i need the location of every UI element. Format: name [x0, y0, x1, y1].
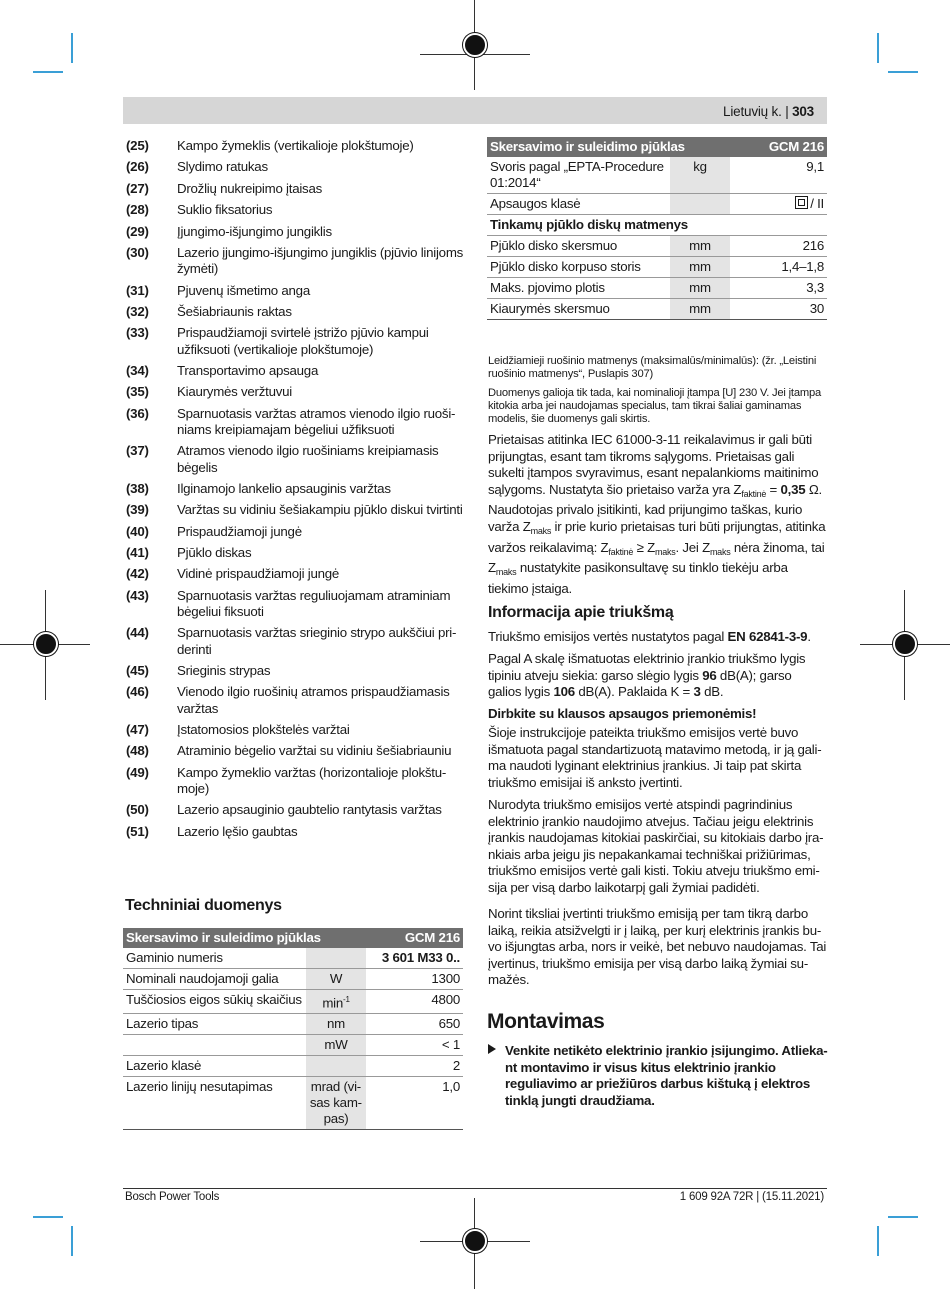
page-number: 303 [792, 104, 814, 119]
legend-item [126, 502, 466, 518]
note-voltage: Duomenys galioja tik tada, kai nominalioji įtampa [U] 230 V. Jei įtampa kitokia arba jei naudojamas specialus, tam tikrai šaliai gaminamas modelis, šie duomenys gali skirtis. [488, 387, 821, 426]
row-label: Lazerio klasė [123, 1056, 306, 1077]
row-label: Gaminio numeris [123, 948, 306, 969]
legend-number: (38) [126, 480, 149, 496]
legend-item [126, 325, 466, 357]
legend-text: Suklio fiksatorius [177, 202, 273, 218]
legend-item [126, 245, 466, 277]
table-row [487, 157, 827, 194]
tech-data-title: Techniniai duomenys [125, 897, 282, 914]
row-unit: mm [670, 299, 730, 320]
row-label: Apsaugos klasė [487, 194, 670, 215]
spec-table-2 [487, 137, 827, 320]
header-band [123, 97, 827, 124]
legend-number: (32) [126, 303, 149, 319]
row-unit [670, 194, 730, 215]
legend-number: (33) [126, 325, 149, 341]
legend-text: Sparnuotasis varžtas atramos vienodo ilgio ruošiniams kreipiamajam bėgeliui užfiksuoti [177, 405, 456, 437]
table-row [487, 236, 827, 257]
row-unit: nm [306, 1014, 366, 1035]
legend-number: (42) [126, 566, 149, 582]
row-unit: mm [670, 278, 730, 299]
legend-item [126, 304, 466, 320]
legend-item [126, 159, 466, 175]
row-value: / II [730, 194, 827, 215]
crop-mark [71, 33, 73, 63]
legend-number: (26) [126, 159, 149, 175]
legend-item [126, 802, 466, 818]
legend-text: Kiaurymės veržtuvui [177, 384, 292, 400]
table-group-row [487, 215, 827, 236]
page-header: Lietuvių k. | 303 [723, 104, 814, 119]
spec-table-header [487, 137, 827, 157]
legend-number: (39) [126, 502, 149, 518]
crop-mark [71, 1226, 73, 1256]
row-unit: mm [670, 257, 730, 278]
bullet-arrow-icon [488, 1043, 505, 1109]
noise-paragraph-3: Šioje instrukcijoje pateikta triukšmo emisijos vertė buvo išmatuota pagal standartizuotą matavimo metodą, ir ją galima naudoti lyginant elektrinius įrankius. Ji taip pat skirta triukšmo emisijai iš anksto įvertinti. [488, 725, 822, 790]
registration-dot [34, 632, 58, 656]
legend-number: (44) [126, 625, 149, 641]
row-unit: W [306, 969, 366, 990]
legend-text: Prispaudžiamoji svirtelė įstrižo pjūvio kampui užfiksuoti (vertikalioje plokštumoje) [177, 325, 429, 357]
group-title: Tinkamų pjūklo diskų matmenys [487, 215, 827, 236]
row-label: Tuščiosios eigos sūkių skaičius [123, 990, 306, 1014]
row-value: 4800 [366, 990, 463, 1014]
legend-text: Pjuvenų išmetimo anga [177, 282, 310, 298]
row-label: Pjūklo disko skersmuo [487, 236, 670, 257]
legend-text: Šešiabriaunis raktas [177, 303, 292, 319]
iec-paragraph: Prietaisas atitinka IEC 61000-3-11 reikalavimus ir gali būti prijungtas, esant tam tikroms sąlygoms. Prietaisas gali sukelti įtampos svyravimus, esant nepalankioms maitinimo sąlygoms. Nustatyta šio prietaiso varža yra $Z_{faktinė} = 0,35$ Ω. Naudotojas privalo įsitikinti, kad prijungimo taškas, kurio varža $Z_{maks}$ ir prie kurio prietaisas turi būti prijungtas, atitinka varžos reikalavimą: $Z_{faktinė} \ge Z_{maks}$. Jei $Z_{maks}$ nėra žinoma, tai $Z_{maks}$ nustatykite pasikonsultavę su tinklo tiekėju arba tiekimo įstaiga. [488, 432, 826, 596]
noise-standard: Triukšmo emisijos vertės nustatytos pagal EN 62841-3-9. [488, 629, 811, 644]
noise-paragraph-4: Nurodyta triukšmo emisijos vertė atspindi pagrindinius elektrinio įrankio naudojimo atvejus. Tačiau jeigu elektrinis įrankis naudojamas kitokiai paskirčiai, su kitokiais darbo įrankiais arba jeigu jis nepakankamai techniškai prižiūrimas, triukšmo emisijos vertė gali kisti. Tokiu atveju triukšmo emisija per visą darbo laikotarpį gali žymiai padidėti. [488, 797, 824, 895]
row-value: 2 [366, 1056, 463, 1077]
legend-text: Lazerio įjungimo-išjungimo jungiklis (pjūvio linijoms žymėti) [177, 244, 464, 277]
crop-mark [888, 1216, 918, 1218]
row-unit: mm [670, 236, 730, 257]
legend-item [126, 181, 466, 197]
row-value: 3 601 M33 0.. [366, 948, 463, 969]
noise-paragraph-5: Norint tiksliai įvertinti triukšmo emisiją per tam tikrą darbo laiką, reikia atsižvelgti ir į laiką, per kurį elektrinis įrankis buvo išjungtas arba, nors ir veikė, bet nebuvo naudojamas. Tai įvertinus, triukšmo emisija per visą darbo laiką žymiai sumažės. [488, 906, 827, 988]
legend-number: (51) [126, 823, 149, 839]
table-row [123, 1056, 463, 1077]
table-row [487, 278, 827, 299]
legend-item [126, 283, 466, 299]
legend-text: Srieginis strypas [177, 663, 271, 679]
legend-number: (30) [126, 244, 149, 260]
legend-item [126, 663, 466, 679]
legend-text: Atramos vienodo ilgio ruošiniams kreipiamasis bėgelis [177, 443, 439, 475]
noise-levels: Pagal A skalę išmatuotas elektrinio įrankio triukšmo lygis tipiniu atveju siekia: garso slėgio lygis 96 dB(A); garso galios lygis 106 dB(A). Paklaida K = 3 dB. [488, 651, 806, 700]
crop-mark [33, 71, 63, 73]
legend-number: (28) [126, 202, 149, 218]
row-value: 3,3 [730, 278, 827, 299]
legend-text: Pjūklo diskas [177, 545, 252, 561]
crop-mark [877, 33, 879, 63]
row-label: Nominali naudojamoji galia [123, 969, 306, 990]
legend-number: (50) [126, 802, 149, 818]
legend-item [126, 684, 466, 716]
row-label: Lazerio tipas [123, 1014, 306, 1035]
legend-text: Atraminio bėgelio varžtai su vidiniu šešiabriauniu [177, 743, 452, 759]
spec-table-1 [123, 928, 463, 1130]
legend-item [126, 765, 466, 797]
legend-item [126, 722, 466, 738]
legend-text: Transportavimo apsauga [177, 362, 319, 378]
legend-number: (46) [126, 684, 149, 700]
row-value: 650 [366, 1014, 463, 1035]
row-unit [306, 948, 366, 969]
legend-text: Ilginamojo lankelio apsauginis varžtas [177, 480, 391, 496]
legend-number: (49) [126, 764, 149, 780]
legend-text: Lazerio lęšio gaubtas [177, 823, 298, 839]
row-label: Maks. pjovimo plotis [487, 278, 670, 299]
row-unit: kg [670, 157, 730, 194]
legend-number: (41) [126, 545, 149, 561]
legend-text: Vienodo ilgio ruošinių atramos prispaudžiamasis varžtas [177, 684, 450, 716]
legend-text: Įjungimo-išjungimo jungiklis [177, 223, 332, 239]
row-value: 9,1 [730, 157, 827, 194]
legend-text: Vidinė prispaudžiamoji jungė [177, 566, 340, 582]
table-row [487, 194, 827, 215]
row-label: Svoris pagal „EPTA-Procedure 01:2014“ [487, 157, 670, 194]
legend-item [126, 224, 466, 240]
registration-dot [893, 632, 917, 656]
legend-number: (34) [126, 362, 149, 378]
note-workpiece-dimensions: Leidžiamieji ruošinio matmenys (maksimalūs/minimalūs): (žr. „Leistini ruošinio matmenys“, Puslapis 307) [488, 355, 817, 381]
row-value: 1,0 [366, 1077, 463, 1130]
crop-mark [877, 1226, 879, 1256]
legend-item [126, 824, 466, 840]
table-row [123, 969, 463, 990]
legend-text: Varžtas su vidiniu šešiakampiu pjūklo diskui tvirtinti [177, 502, 463, 518]
legend-text: Slydimo ratukas [177, 159, 268, 175]
row-label: Pjūklo disko korpuso storis [487, 257, 670, 278]
spec-table-header [123, 928, 463, 948]
table-row [123, 1014, 463, 1035]
crop-mark [33, 1216, 63, 1218]
montavimas-title: Montavimas [487, 1010, 605, 1033]
row-label: Kiaurymės skersmuo [487, 299, 670, 320]
row-label: Lazerio linijų nesutapimas [123, 1077, 306, 1130]
legend-number: (27) [126, 180, 149, 196]
legend-item [126, 481, 466, 497]
row-label [123, 1035, 306, 1056]
legend-number: (47) [126, 722, 149, 738]
legend-item [126, 545, 466, 561]
table-head-label: Skersavimo ir suleidimo pjūklas [487, 137, 730, 157]
legend-text: Lazerio apsauginio gaubtelio rantytasis varžtas [177, 802, 442, 818]
impedance-value: 0,35 [780, 481, 806, 497]
parts-legend [126, 138, 466, 845]
legend-item [126, 743, 466, 759]
legend-item [126, 588, 466, 620]
legend-item [126, 363, 466, 379]
legend-number: (40) [126, 523, 149, 539]
protection-class-ii-icon [795, 196, 808, 209]
legend-item [126, 406, 466, 438]
legend-number: (43) [126, 587, 149, 603]
row-unit [306, 1056, 366, 1077]
table-head-model: GCM 216 [366, 928, 463, 948]
legend-item [126, 202, 466, 218]
table-row [123, 1077, 463, 1130]
noise-title: Informacija apie triukšmą [488, 604, 674, 621]
table-row [123, 1035, 463, 1056]
row-unit: mW [306, 1035, 366, 1056]
footer-rule [123, 1188, 827, 1189]
legend-item [126, 138, 466, 154]
legend-text: Sparnuotasis varžtas reguliuojamam atraminiam bėgeliui fiksuoti [177, 587, 451, 620]
legend-number: (37) [126, 443, 149, 459]
legend-item [126, 524, 466, 540]
row-unit: $\min^{-1}$ [306, 990, 366, 1014]
montavimas-bullet: Venkite netikėto elektrinio įrankio įsijungimo. Atliekant montavimo ir visus kitus elektrinio įrankio reguliavimo ar priežiūros darbus kištuką į elektros tinklą jungti draudžiama. [488, 1043, 828, 1109]
legend-item [126, 566, 466, 582]
legend-number: (25) [126, 138, 149, 153]
footer-brand: Bosch Power Tools [125, 1191, 220, 1203]
legend-number: (48) [126, 743, 149, 759]
row-value: 30 [730, 299, 827, 320]
legend-number: (35) [126, 384, 149, 400]
registration-dot [463, 33, 487, 57]
registration-dot [463, 1229, 487, 1253]
legend-text: Kampo žymeklio varžtas (horizontalioje plokštumoje) [177, 764, 447, 796]
table-head-label: Skersavimo ir suleidimo pjūklas [123, 928, 366, 948]
hearing-warning: Dirbkite su klausos apsaugos priemonėmis! [488, 706, 757, 721]
legend-item [126, 384, 466, 400]
footer-doc-number: 1 609 92A 72R | (15.11.2021) [679, 1191, 824, 1203]
table-row [123, 990, 463, 1014]
legend-item [126, 625, 466, 657]
row-unit: mrad (visas kampas) [306, 1077, 366, 1130]
legend-text: Įstatomosios plokštelės varžtai [177, 722, 350, 738]
row-value: 1,4–1,8 [730, 257, 827, 278]
row-value: < 1 [366, 1035, 463, 1056]
legend-text: Kampo žymeklis (vertikalioje plokštumoje) [177, 138, 414, 153]
legend-number: (29) [126, 223, 149, 239]
table-row [487, 299, 827, 320]
legend-number: (36) [126, 405, 149, 421]
header-language: Lietuvių k. [723, 104, 782, 119]
row-value: 216 [730, 236, 827, 257]
legend-number: (31) [126, 282, 149, 298]
legend-item [126, 443, 466, 475]
table-row [123, 948, 463, 969]
crop-mark [888, 71, 918, 73]
legend-text: Sparnuotasis varžtas srieginio strypo aukščiui priderinti [177, 625, 457, 657]
row-value: 1300 [366, 969, 463, 990]
table-row [487, 257, 827, 278]
legend-text: Drožlių nukreipimo įtaisas [177, 180, 322, 196]
table-head-model: GCM 216 [730, 137, 827, 157]
legend-number: (45) [126, 663, 149, 679]
legend-text: Prispaudžiamoji jungė [177, 523, 302, 539]
